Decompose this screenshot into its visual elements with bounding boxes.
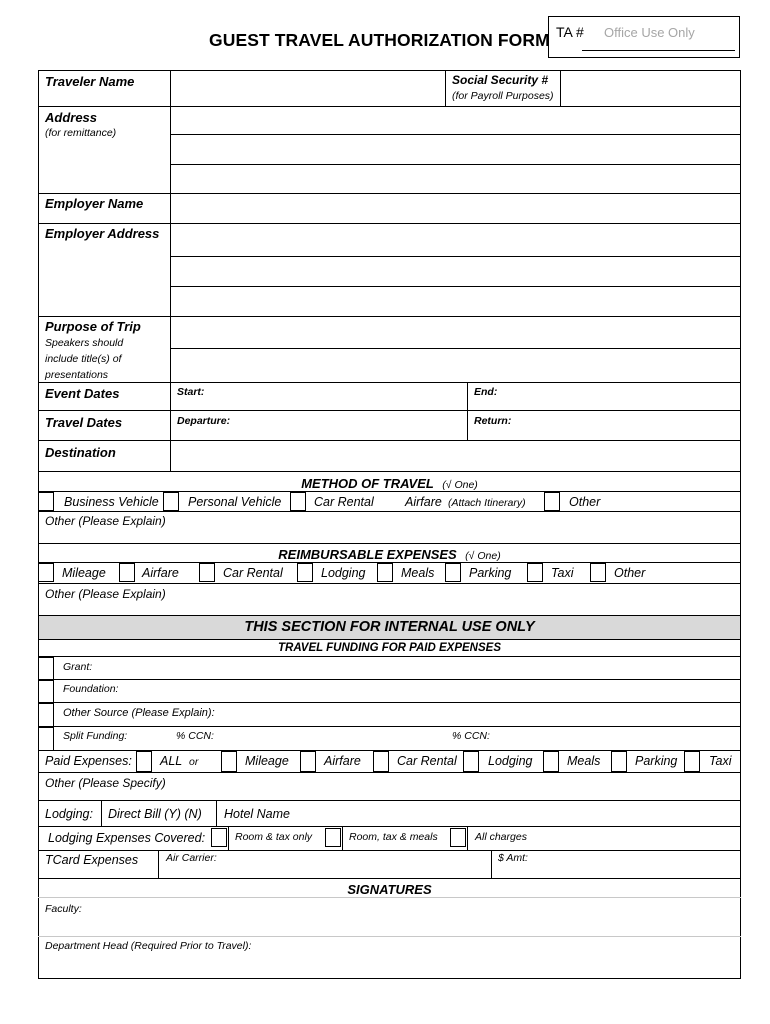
other-source-checkbox[interactable]: [38, 703, 54, 727]
paid-mileage-checkbox[interactable]: [221, 751, 237, 772]
reimb-other-explain-label: Other (Please Explain): [45, 587, 166, 601]
method-other-explain-label: Other (Please Explain): [45, 514, 166, 528]
room-tax-checkbox[interactable]: [211, 828, 227, 847]
address-label: Address: [45, 110, 98, 125]
reimb-lodging-label: Lodging: [321, 566, 366, 580]
ssn-input[interactable]: [562, 71, 740, 105]
reimb-airfare-checkbox[interactable]: [119, 563, 135, 582]
split-pct-ccn-2: % CCN:: [452, 730, 490, 742]
paid-car-rental-checkbox[interactable]: [373, 751, 389, 772]
traveler-name-label: Traveler Name: [45, 74, 135, 89]
reimb-meals-label: Meals: [401, 566, 435, 580]
paid-or-label: or: [189, 756, 199, 768]
employer-address-input[interactable]: [171, 224, 740, 315]
paid-airfare-checkbox[interactable]: [300, 751, 316, 772]
other-source-label: Other Source (Please Explain):: [63, 707, 215, 719]
reimb-mileage-label: Mileage: [62, 566, 106, 580]
method-note: (√ One): [442, 479, 478, 491]
reimb-taxi-checkbox[interactable]: [527, 563, 543, 582]
employer-name-label: Employer Name: [45, 196, 144, 211]
travel-dates-label: Travel Dates: [45, 415, 123, 430]
paid-other-specify-label: Other (Please Specify): [45, 776, 166, 790]
dept-head-label: Department Head (Required Prior to Travel):: [45, 940, 252, 952]
foundation-checkbox[interactable]: [38, 680, 54, 703]
return-input[interactable]: [516, 411, 740, 439]
method-business-vehicle-label: Business Vehicle: [64, 495, 159, 509]
air-carrier-label: Air Carrier:: [166, 852, 217, 864]
all-charges-label: All charges: [475, 831, 527, 843]
paid-taxi-label: Taxi: [709, 754, 732, 768]
tcard-label: TCard Expenses: [45, 853, 139, 867]
paid-mileage-label: Mileage: [245, 754, 289, 768]
room-tax-meals-checkbox[interactable]: [325, 828, 341, 847]
event-dates-label: Event Dates: [45, 386, 120, 401]
reimb-other-checkbox[interactable]: [590, 563, 606, 582]
paid-expenses-label: Paid Expenses:: [45, 754, 132, 768]
room-tax-meals-label: Room, tax & meals: [349, 831, 438, 843]
paid-meals-checkbox[interactable]: [543, 751, 559, 772]
purpose-note-1: Speakers should: [45, 337, 124, 349]
method-personal-vehicle-checkbox[interactable]: [163, 492, 179, 511]
method-airfare-note: (Attach Itinerary): [448, 497, 526, 509]
purpose-note-3: presentations: [45, 369, 109, 381]
lodging-covered-label: Lodging Expenses Covered:: [48, 831, 206, 845]
event-end-input[interactable]: [500, 383, 740, 409]
reimbursable-title: REIMBURSABLE EXPENSES: [278, 547, 457, 562]
method-other-explain-input[interactable]: [170, 512, 740, 543]
paid-other-specify-input[interactable]: [170, 773, 740, 799]
room-tax-label: Room & tax only: [235, 831, 313, 843]
air-carrier-input[interactable]: [222, 851, 490, 877]
purpose-label: Purpose of Trip: [45, 319, 141, 334]
paid-taxi-checkbox[interactable]: [684, 751, 700, 772]
address-note: (for remittance): [45, 127, 117, 139]
paid-lodging-checkbox[interactable]: [463, 751, 479, 772]
purpose-note-2: include title(s) of: [45, 353, 122, 365]
hotel-name-input[interactable]: [296, 801, 740, 825]
employer-name-input[interactable]: [171, 194, 740, 222]
ssn-note: (for Payroll Purposes): [452, 90, 554, 102]
reimb-parking-label: Parking: [469, 566, 512, 580]
destination-label: Destination: [45, 445, 116, 460]
reimb-other-label: Other: [614, 566, 646, 580]
grant-checkbox[interactable]: [38, 657, 54, 680]
event-end-label: End:: [474, 386, 498, 398]
method-airfare-checkbox[interactable]: [544, 492, 560, 511]
employer-address-label: Employer Address: [45, 226, 160, 241]
paid-lodging-label: Lodging: [488, 754, 533, 768]
all-charges-checkbox[interactable]: [450, 828, 466, 847]
reimb-airfare-label: Airfare: [142, 566, 179, 580]
paid-meals-label: Meals: [567, 754, 601, 768]
split-pct-ccn-1: % CCN:: [176, 730, 214, 742]
return-label: Return:: [474, 415, 512, 427]
address-input[interactable]: [171, 107, 740, 192]
reimb-meals-checkbox[interactable]: [377, 563, 393, 582]
departure-label: Departure:: [177, 415, 231, 427]
event-start-input[interactable]: [212, 383, 466, 409]
method-car-rental-checkbox[interactable]: [290, 492, 306, 511]
reimb-other-explain-input[interactable]: [170, 584, 740, 615]
method-other-label: Other: [569, 495, 601, 509]
ta-number-underline: [582, 50, 735, 51]
amount-input[interactable]: [535, 851, 740, 877]
reimb-taxi-label: Taxi: [551, 566, 574, 580]
traveler-name-input[interactable]: [171, 71, 444, 105]
method-personal-vehicle-label: Personal Vehicle: [188, 495, 282, 509]
ta-number-label: TA #: [556, 24, 584, 40]
amount-label: $ Amt:: [498, 852, 528, 864]
faculty-signature-input[interactable]: [90, 899, 740, 935]
hotel-name-label: Hotel Name: [224, 807, 290, 821]
paid-all-label: ALL: [160, 754, 183, 768]
method-title: METHOD OF TRAVEL: [301, 476, 434, 491]
departure-input[interactable]: [238, 411, 466, 439]
ta-number-field[interactable]: Office Use Only: [604, 25, 695, 40]
grant-label: Grant:: [63, 661, 93, 673]
internal-title: THIS SECTION FOR INTERNAL USE ONLY: [244, 619, 535, 635]
paid-car-rental-label: Car Rental: [397, 754, 457, 768]
split-funding-checkbox[interactable]: [38, 727, 54, 751]
dept-head-signature-input[interactable]: [275, 938, 740, 978]
funding-title: TRAVEL FUNDING FOR PAID EXPENSES: [278, 642, 501, 654]
lodging-label: Lodging:: [45, 807, 93, 821]
destination-input[interactable]: [171, 441, 740, 471]
foundation-label: Foundation:: [63, 683, 119, 695]
event-start-label: Start:: [177, 386, 205, 398]
ssn-label: Social Security #: [452, 73, 549, 87]
paid-all-checkbox[interactable]: [136, 751, 152, 772]
purpose-input[interactable]: [171, 317, 740, 381]
form-title: GUEST TRAVEL AUTHORIZATION FORM: [209, 30, 550, 50]
reimb-car-rental-checkbox[interactable]: [199, 563, 215, 582]
reimb-lodging-checkbox[interactable]: [297, 563, 313, 582]
reimb-parking-checkbox[interactable]: [445, 563, 461, 582]
direct-bill-label[interactable]: Direct Bill (Y) (N): [108, 807, 202, 821]
split-funding-label: Split Funding:: [63, 730, 128, 742]
reimbursable-note: (√ One): [465, 550, 501, 562]
paid-airfare-label: Airfare: [324, 754, 361, 768]
signatures-title: SIGNATURES: [347, 882, 432, 897]
reimb-car-rental-label: Car Rental: [223, 566, 283, 580]
paid-parking-label: Parking: [635, 754, 678, 768]
faculty-label: Faculty:: [45, 903, 82, 915]
paid-parking-checkbox[interactable]: [611, 751, 627, 772]
method-business-vehicle-checkbox[interactable]: [38, 492, 54, 511]
method-airfare-label: Airfare: [405, 495, 442, 509]
method-car-rental-label: Car Rental: [314, 495, 374, 509]
reimb-mileage-checkbox[interactable]: [38, 563, 54, 582]
